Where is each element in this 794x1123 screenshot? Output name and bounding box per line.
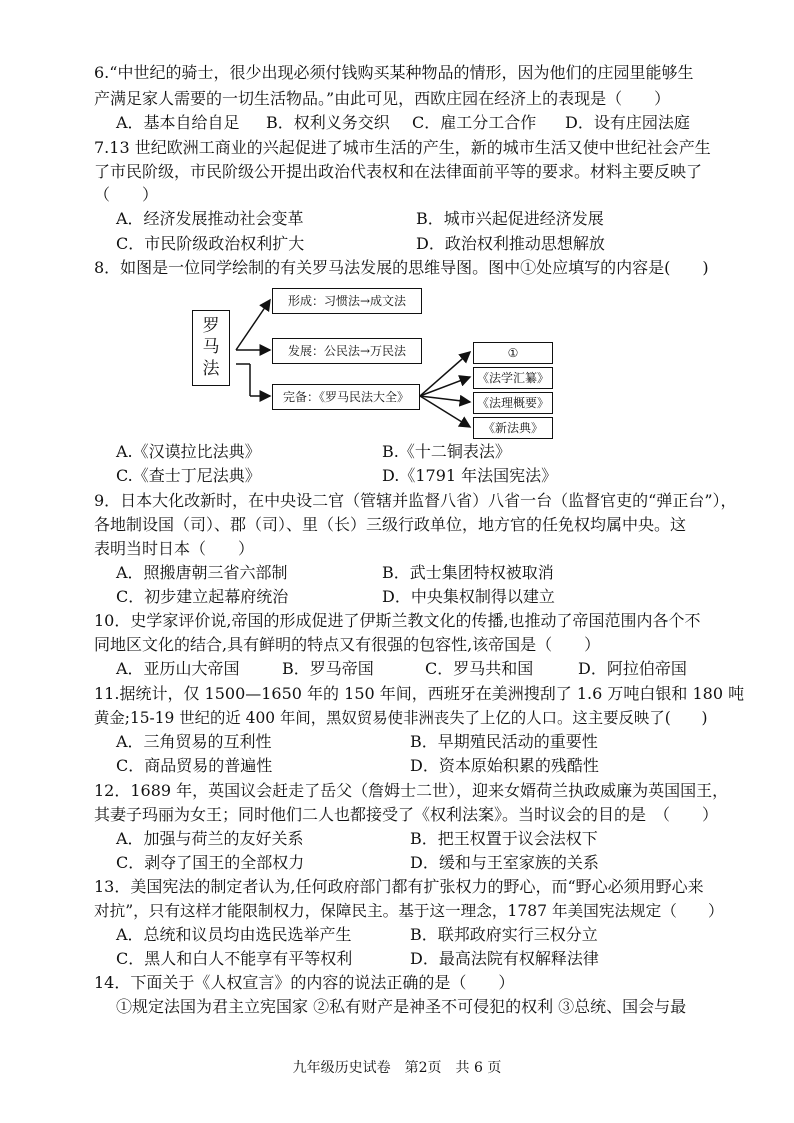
- q12-stem-line1: 12．1689 年，英国议会赶走了岳父（詹姆士二世），迎来女婿荷兰执政威廉为英国国王，: [94, 781, 729, 800]
- root-char-1: 罗: [202, 316, 220, 337]
- box-item-blank: ①: [473, 342, 553, 364]
- q9-stem-line3: 表明当时日本（ ）: [94, 539, 255, 558]
- q9-option-a: A．照搬唐朝三省六部制: [116, 563, 288, 582]
- q12-stem-line2: 其妻子玛丽为女王；同时他们二人也都接受了《权利法案》。当时议会的目的是 （ ）: [94, 805, 719, 824]
- q8-option-c: C.《查士丁尼法典》: [116, 466, 261, 485]
- roman-law-mind-map: [190, 284, 560, 444]
- q6-stem-line1: 6.“中世纪的骑士，很少出现必须付钱购买某种物品的情形，因为他们的庄园里能够生: [94, 63, 694, 82]
- q14-stem-line1: 14．下面关于《人权宣言》的内容的说法正确的是（ ）: [94, 973, 515, 992]
- box-development: 发展：公民法→万民法: [272, 338, 422, 364]
- q9-option-b: B．武士集团特权被取消: [382, 563, 554, 582]
- q13-stem-line2: 对抗”，只有这样才能限制权力，保障民主。基于这一理念，1787 年美国宪法规定（ ）: [94, 902, 724, 920]
- root-box-roman-law: [192, 310, 230, 386]
- q8-option-b: B.《十二铜表法》: [382, 442, 511, 461]
- q9-option-c: C．初步建立起幕府统治: [116, 587, 289, 606]
- q10-stem-line2: 同地区文化的结合,具有鲜明的特点又有很强的包容性,该帝国是（ ）: [94, 635, 601, 654]
- q13-option-a: A．总统和议员均由选民选举产生: [116, 925, 352, 944]
- q13-stem-line1: 13．美国宪法的制定者认为,任何政府部门都有扩张权力的野心，而“野心必须用野心来: [94, 877, 704, 896]
- q10-option-c: C．罗马共和国: [425, 659, 534, 678]
- q7-option-c: C．市民阶级政治权利扩大: [116, 234, 305, 253]
- q7-option-b: B．城市兴起促进经济发展: [416, 209, 604, 228]
- q7-option-d: D．政治权利推动思想解放: [416, 234, 605, 253]
- q12-option-a: A．加强与荷兰的友好关系: [116, 829, 304, 848]
- arrow-to-formation: [236, 300, 270, 350]
- box-formation: 形成：习惯法→成文法: [272, 288, 422, 314]
- q8-option-a: A.《汉谟拉比法典》: [116, 442, 261, 461]
- q11-option-c: C．商品贸易的普遍性: [116, 756, 273, 775]
- q13-option-b: B．联邦政府实行三权分立: [410, 925, 598, 944]
- q9-stem-line1: 9．日本大化改新时，在中央设二官（管辖并监督八省）八省一台（监督官吏的“弹正台”），: [94, 491, 737, 510]
- page-footer: 九年级历史试卷 第2页 共 6 页: [292, 1060, 502, 1076]
- root-char-3: 法: [202, 358, 220, 379]
- q10-stem-line1: 10．史学家评价说,帝国的形成促进了伊斯兰教文化的传播,也推动了帝国范围内各个不: [94, 611, 701, 630]
- q11-option-b: B．早期殖民活动的重要性: [410, 732, 598, 751]
- q12-option-d: D．缓和与王室家族的关系: [410, 853, 599, 872]
- box-completion: 完备：《罗马民法大全》: [272, 384, 420, 410]
- q8-stem: 8．如图是一位同学绘制的有关罗马法发展的思维导图。图中①处应填写的内容是( ): [94, 258, 709, 277]
- q13-option-c: C．黑人和白人不能享有平等权利: [116, 949, 353, 968]
- q14-stem-line2: ①规定法国为君主立宪国家 ②私有财产是神圣不可侵犯的权利 ③总统、国会与最: [116, 997, 687, 1016]
- box-item-novels: 《新法典》: [473, 417, 553, 439]
- q7-stem-line3: （ ）: [94, 185, 159, 204]
- root-char-2: 马: [202, 337, 220, 358]
- q7-option-a: A．经济发展推动社会变革: [116, 209, 304, 228]
- box-item-institutes: 《法理概要》: [473, 392, 553, 414]
- q6-option-c: C．雇工分工合作: [412, 113, 537, 132]
- box-item-digest: 《法学汇纂》: [473, 367, 553, 389]
- q7-stem-line1: 7.13 世纪欧洲工商业的兴起促进了城市生活的产生，新的城市生活又使中世纪社会产生: [94, 138, 711, 157]
- q8-option-d: D.《1791 年法国宪法》: [382, 466, 558, 485]
- q7-stem-line2: 了市民阶级，市民阶级公开提出政治代表权和在法律面前平等的要求。材料主要反映了: [94, 162, 703, 181]
- arrow-to-item-1: [420, 352, 470, 396]
- q10-option-b: B．罗马帝国: [282, 659, 374, 678]
- q11-stem-line1: 11.据统计，仅 1500—1650 年的 150 年间，西班牙在美洲搜刮了 1.6 万吨白银和 180 吨: [94, 684, 745, 703]
- q6-option-b: B．权利义务交织: [266, 113, 390, 132]
- q9-option-d: D．中央集权制得以建立: [382, 587, 555, 606]
- q9-stem-line2: 各地制设国（司）、郡（司）、里（长）三级行政单位，地方官的任免权均属中央。这: [94, 515, 687, 534]
- q10-option-a: A．亚历山大帝国: [116, 659, 240, 678]
- q6-stem-line2: 产满足家人需要的一切生活物品。”由此可见，西欧庄园在经济上的表现是（ ）: [94, 89, 671, 108]
- q13-option-d: D．最高法院有权解释法律: [410, 949, 599, 968]
- q6-option-d: D．设有庄园法庭: [565, 113, 690, 132]
- q11-option-a: A．三角贸易的互利性: [116, 732, 272, 751]
- arrow-to-item-2: [420, 377, 470, 396]
- q11-option-d: D．资本原始积累的残酷性: [410, 756, 599, 775]
- q12-option-b: B．把王权置于议会法权下: [410, 829, 598, 848]
- q10-option-d: D．阿拉伯帝国: [578, 659, 687, 678]
- q12-option-c: C．剥夺了国王的全部权力: [116, 853, 305, 872]
- q6-option-a: A．基本自给自足: [116, 113, 240, 132]
- q11-stem-line2: 黄金;15-19 世纪的近 400 年间，黑奴贸易使非洲丧失了上亿的人口。这主要反映了( ): [94, 709, 708, 727]
